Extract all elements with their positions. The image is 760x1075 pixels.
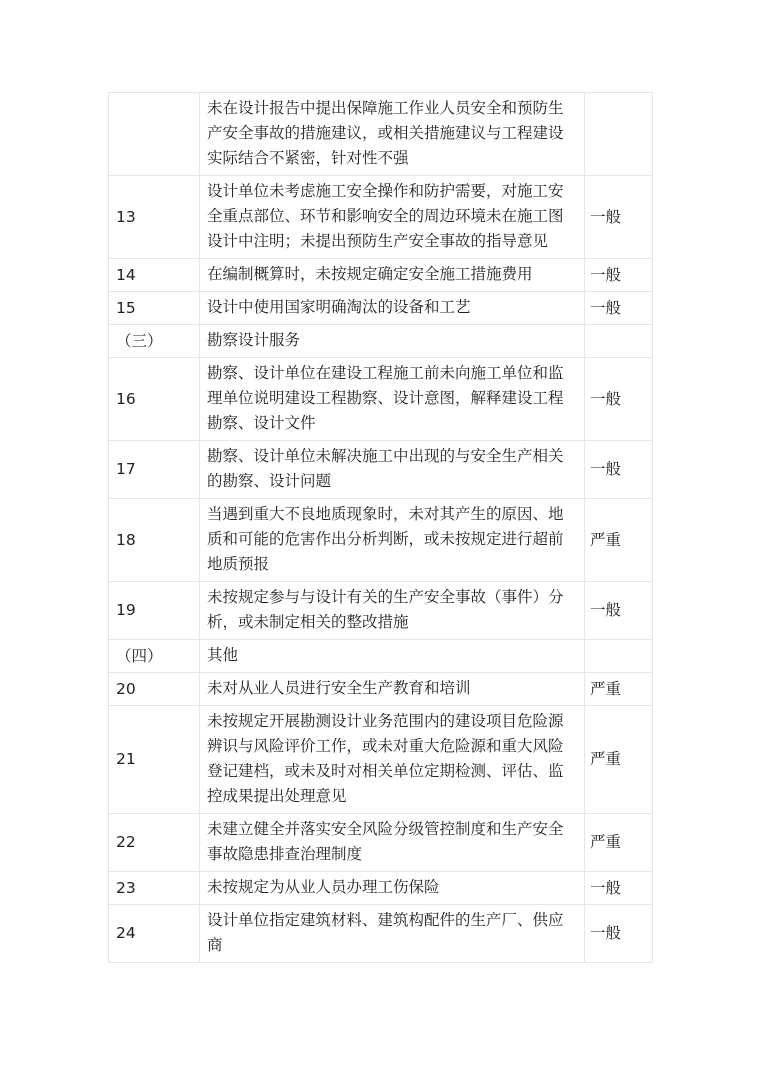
table-row <box>109 292 653 325</box>
table-row <box>109 905 653 963</box>
row-number: 18 <box>109 499 200 582</box>
row-number <box>109 93 200 176</box>
row-description: 当遇到重大不良地质现象时，未对其产生的原因、地质和可能的危害作出分析判断，或未按规定进行超前地质预报 <box>200 499 585 582</box>
table-row <box>109 441 653 499</box>
table-row <box>109 582 653 640</box>
row-level <box>585 325 653 358</box>
row-description: 未按规定开展勘测设计业务范围内的建设项目危险源辨识与风险评价工作，或未对重大危险源和重大风险登记建档，或未及时对相关单位定期检测、评估、监控成果提出处理意见 <box>200 706 585 814</box>
row-number: 20 <box>109 673 200 706</box>
row-description: 其他 <box>200 640 585 673</box>
row-number: 14 <box>109 259 200 292</box>
row-number: 22 <box>109 814 200 872</box>
table-row <box>109 325 653 358</box>
row-level: 一般 <box>585 259 653 292</box>
row-description: 勘察、设计单位在建设工程施工前未向施工单位和监理单位说明建设工程勘察、设计意图，解释建设工程勘察、设计文件 <box>200 358 585 441</box>
row-level: 严重 <box>585 706 653 814</box>
row-level: 一般 <box>585 872 653 905</box>
row-description: 未对从业人员进行安全生产教育和培训 <box>200 673 585 706</box>
row-number: 19 <box>109 582 200 640</box>
row-number: 23 <box>109 872 200 905</box>
row-level: 严重 <box>585 499 653 582</box>
row-level: 一般 <box>585 905 653 963</box>
row-description: 未在设计报告中提出保障施工作业人员安全和预防生产安全事故的措施建议，或相关措施建议与工程建设实际结合不紧密，针对性不强 <box>200 93 585 176</box>
row-number: 17 <box>109 441 200 499</box>
row-level: 一般 <box>585 441 653 499</box>
row-description: 设计中使用国家明确淘汰的设备和工艺 <box>200 292 585 325</box>
row-level <box>585 93 653 176</box>
table-row <box>109 673 653 706</box>
table-row <box>109 93 653 176</box>
row-number: （三） <box>109 325 200 358</box>
table-row <box>109 176 653 259</box>
row-number: （四） <box>109 640 200 673</box>
table-row <box>109 640 653 673</box>
table-row <box>109 358 653 441</box>
hazard-table <box>108 92 653 963</box>
table-row <box>109 499 653 582</box>
row-number: 13 <box>109 176 200 259</box>
row-description: 在编制概算时，未按规定确定安全施工措施费用 <box>200 259 585 292</box>
row-number: 15 <box>109 292 200 325</box>
table-row <box>109 706 653 814</box>
row-description: 设计单位指定建筑材料、建筑构配件的生产厂、供应商 <box>200 905 585 963</box>
row-description: 勘察、设计单位未解决施工中出现的与安全生产相关的勘察、设计问题 <box>200 441 585 499</box>
row-number: 21 <box>109 706 200 814</box>
row-description: 勘察设计服务 <box>200 325 585 358</box>
row-level: 严重 <box>585 673 653 706</box>
row-level: 一般 <box>585 292 653 325</box>
row-level <box>585 640 653 673</box>
row-description: 设计单位未考虑施工安全操作和防护需要，对施工安全重点部位、环节和影响安全的周边环境未在施工图设计中注明；未提出预防生产安全事故的指导意见 <box>200 176 585 259</box>
row-number: 16 <box>109 358 200 441</box>
table-row <box>109 872 653 905</box>
row-description: 未按规定为从业人员办理工伤保险 <box>200 872 585 905</box>
row-level: 一般 <box>585 176 653 259</box>
row-description: 未建立健全并落实安全风险分级管控制度和生产安全事故隐患排查治理制度 <box>200 814 585 872</box>
row-description: 未按规定参与与设计有关的生产安全事故（事件）分析，或未制定相关的整改措施 <box>200 582 585 640</box>
row-level: 一般 <box>585 358 653 441</box>
table-row <box>109 814 653 872</box>
row-level: 严重 <box>585 814 653 872</box>
row-number: 24 <box>109 905 200 963</box>
table-row <box>109 259 653 292</box>
table-body <box>109 93 653 963</box>
row-level: 一般 <box>585 582 653 640</box>
